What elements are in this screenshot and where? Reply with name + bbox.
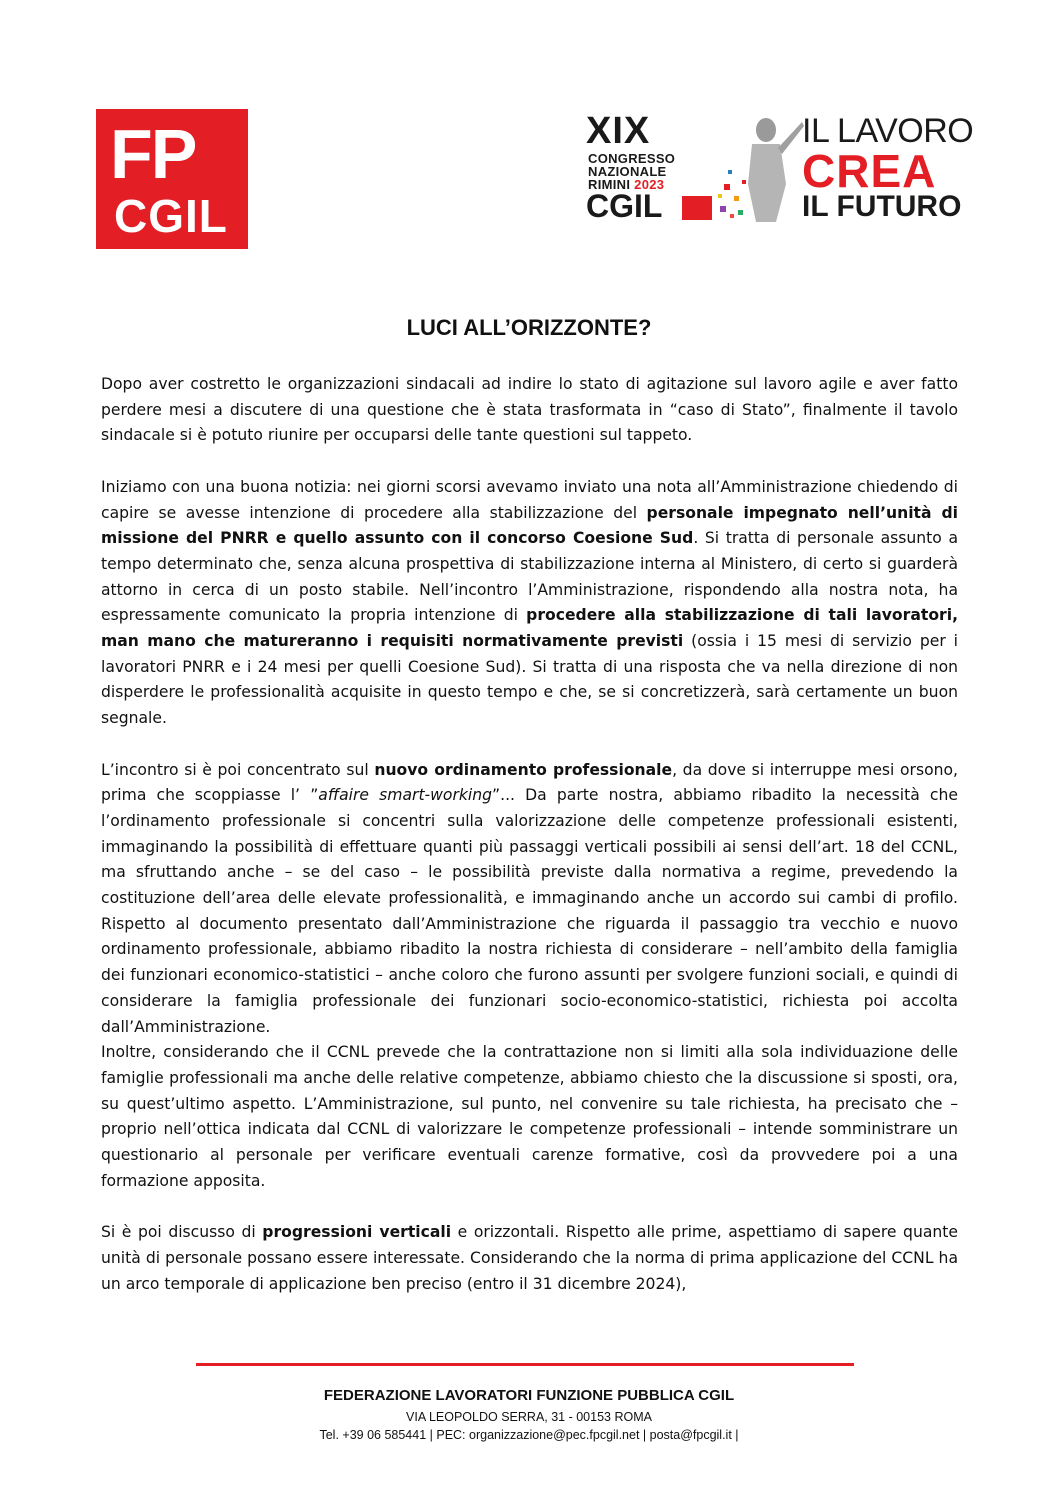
p5-text-c: e orizzontali. Rispetto alle prime, aspettiamo di sapere quante unità di personale possano essere interessate. Considerando che la norma di prima applicazione del CCNL ha un arco temporale di applicazione ben preciso (entro il 31 dicembre 2024), [101,1223,958,1293]
p2-text-a: Iniziamo con una buona notizia: nei giorni scorsi avevamo inviato una nota all’Amministrazione chiedendo di capire se avesse intenzione di procedere alla stabilizzazione del [101,477,958,522]
slogan-line3: IL FUTURO [802,190,962,223]
document-title: LUCI ALL’ORIZZONTE? [406,315,652,340]
footer-address: VIA LEOPOLDO SERRA, 31 - 00153 ROMA [406,1410,652,1424]
slogan-line2: CREA [802,145,937,197]
footer-org: FEDERAZIONE LAVORATORI FUNZIONE PUBBLICA CGIL [323,1387,735,1404]
p2-bold-d: procedere alla stabilizzazione di tali lavoratori, man mano che matureranno i requisiti normativamente previsti [101,606,958,651]
mosaic-figure-icon [716,114,806,222]
congress-numeral: XIX [586,110,651,152]
p3-text-e: ”... Da parte nostra, abbiamo ribadito la necessità che l’ordinamento professionale si concentri sulla valorizzazione delle competenze professionali esistenti, immaginando la possibilità di effettuare quanti più passaggi verticali possibili ai sensi dell’art. 18 del CCNL, ma sfruttando anche – se del caso – le possibilità previste dalla normativa a regime, prevedendo la costituzione dell’area delle elevate professionalità, e immaginando anche un accordo sui cambi di profilo. Rispetto al documento presentato dall’Amministrazione che riguarda il passaggio tra vecchio e nuovo ordinamento professionale, abbiamo ribadito la nostra richiesta di considerare – nell’ambito della famiglia dei funzionari economico-statistici – anche coloro che furono assunti per svolgere funzioni sociali, e quindi di considerare la famiglia professionale dei funzionari socio-economico-statistici, richiesta poi accolta dall’Amministrazione. [101,786,958,1036]
paragraph-4: Inoltre, considerando che il CCNL prevede che la contrattazione non si limiti alla sola individuazione delle famiglie professionali ma anche delle relative competenze, abbiamo chiesto che la discussione si sposti, ora, su quest’ultimo aspetto. L’Amministrazione, sul punto, nel convenire su tale richiesta, ha precisato che – proprio nell’ottica indicata dal CCNL di valorizzare le competenze professionali – intende somministrare un questionario al personale per verificare eventuali carenze formative, così da provvedere poi a una formazione apposita. [101,1043,958,1190]
p3-text-a: L’incontro si è poi concentrato sul [101,760,375,779]
footer-contacts: Tel. +39 06 585441 | PEC: organizzazione@pec.fpcgil.net | posta@fpcgil.it | [319,1428,739,1442]
p5-text-a: Si è poi discusso di [101,1223,263,1242]
paragraph-1: Dopo aver costretto le organizzazioni sindacali ad indire lo stato di agitazione sul lavoro agile e aver fatto perdere mesi a discutere di una questione che è stata trasformata in “caso di Stato”, finalmente il tavolo sindacale si è potuto riunire per occuparsi delle tante questioni sul tappeto. [101,375,958,445]
p2-text-e: (ossia i 15 mesi di servizio per i lavoratori PNRR e i 24 mesi per quelli Coesione Sud). Si tratta di una risposta che va nella direzione di non disperdere le professionalità acquisite in questo tempo e che, se si concretizzerà, sarà certamente un buon segnale. [101,632,958,728]
p3-text-c: , da dove si interruppe mesi orsono, prima che scoppiasse l’ ” [101,760,958,805]
p3-bold-b: nuovo ordinamento professionale [374,760,673,779]
slogan-line1: IL LAVORO [802,112,974,150]
p3-italic-d: affaire smart-working [318,786,493,805]
footer-divider [196,1363,854,1366]
congress-line1: CONGRESSO [588,151,676,166]
logo-cgil-text: CGIL [114,190,228,242]
congress-red-square [682,196,712,220]
congress-line2: NAZIONALE [588,164,667,179]
p5-bold-b: progressioni verticali [262,1223,452,1242]
footer [0,1386,1058,1444]
p2-text-c: . Si tratta di personale assunto a tempo determinato che, senza alcuna prospettiva di stabilizzazione interna al Ministero, di certo si guarderà attorno in cerca di un posto stabile. Nell’incontro l’Amministrazione, rispondendo alla nostra nota, ha espressamente comunicato la propria intenzione di [101,529,958,625]
congress-city: RIMINI [588,177,631,192]
congress-org: CGIL [586,188,663,224]
paragraph-3 [101,758,958,1041]
congress-logo [586,112,984,224]
document-body [101,372,958,1297]
congress-year: 2023 [634,177,665,192]
paragraph-2 [101,475,958,732]
p2-bold-b: personale impegnato nell’unità di missione del PNRR e quello assunto con il concorso Coesione Sud [101,503,958,548]
paragraph-5 [101,1220,958,1297]
fp-cgil-logo [96,109,248,249]
logo-fp-text: FP [110,115,196,193]
